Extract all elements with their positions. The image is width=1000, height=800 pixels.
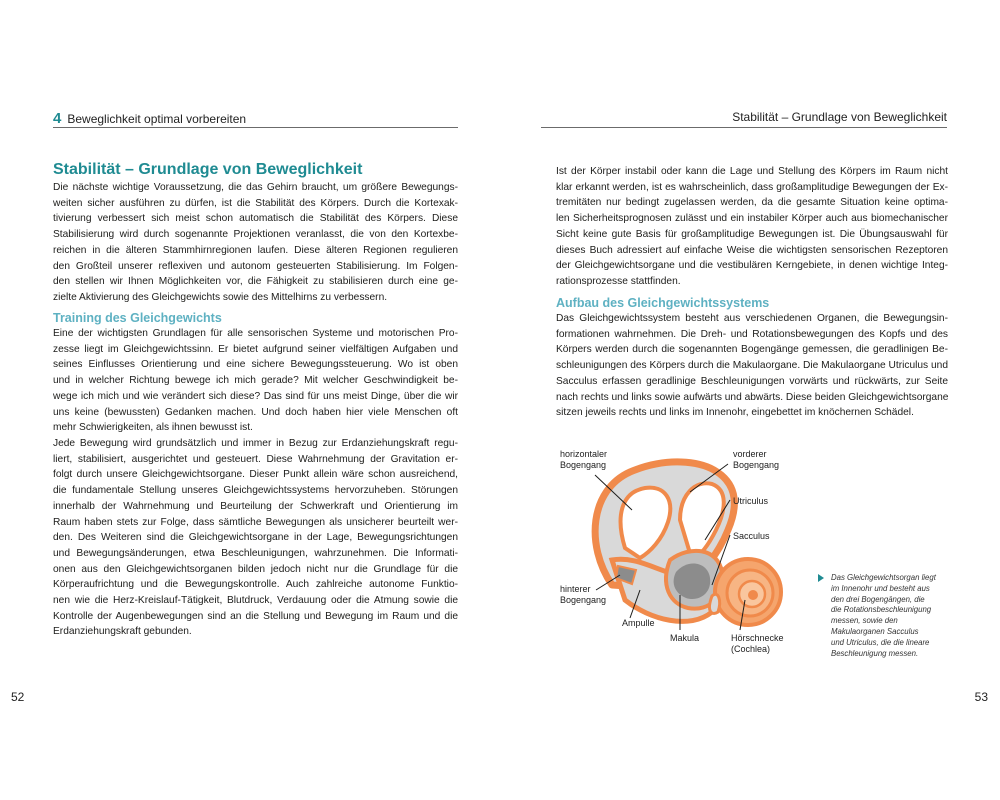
label-makula: Makula [670, 633, 700, 643]
text-line: Sacculus erfassen geradlinige Beschleunigungen vorwärts und rückwärts, zur Seite [556, 375, 948, 387]
text-line: tivierung verbessert sich meist schon automatisch die Stabilität des Körpers. Diese [53, 213, 458, 225]
text-line: dieses Buch adressiert auf einfache Weise die wichtigsten sensorischen Rezeptoren [556, 244, 948, 256]
left-page-title: Stabilität – Grundlage von Beweglichkeit [53, 161, 363, 178]
text-line: Körpers werden durch die sogenannten Bogengänge gemessen, die geradlinigen Be- [556, 344, 948, 356]
label-cochlea: Hörschnecke (Cochlea) [731, 633, 784, 654]
text-line: und in welcher Richtung bewege ich mich gerade? Mit welcher Geschwindigkeit be- [53, 375, 458, 387]
right-subheading: Aufbau des Gleichgewichtssystems [556, 296, 770, 310]
text-line: Körperaufrichtung und die Bewegungskontrolle. Auch zahlreiche autonome Funktio- [53, 579, 458, 591]
left-subheading: Training des Gleichgewichts [53, 311, 222, 325]
text-line: formationen wahrnehmen. Die Dreh- und Rotationsbewegungen des Kopfs und des [556, 328, 948, 340]
text-line: und Bewegungsänderungen, etwa Beschleunigungen, wahrzunehmen. Die Informati- [53, 547, 458, 559]
label-sacculus: Sacculus [733, 531, 770, 541]
text-line: onen aus den Gleichgewichtsorganen bilden jedoch nicht nur die Grundlage für die [53, 563, 458, 575]
text-line: uns keine (bewussten) Gedanken machen. Und doch haben hier viele Menschen oft [53, 406, 458, 418]
text-line: den. Des Weiteren sind die Gleichgewichtsorgane in der Lage, Bewegungsrichtungen [53, 532, 458, 544]
text-line: Kontrolle der Augenbewegungen sind an die Stellung und Bewegung im Raum und die [53, 610, 458, 622]
text-line: zesse liegt im Gleichgewichtssinn. Er bietet aufgrund seiner vielfältigen Aufgaben und [53, 343, 458, 355]
text-line: Eine der wichtigsten Grundlagen für alle sensorischen Systeme und motorischen Pro- [53, 328, 458, 339]
page-number-right: 53 [974, 690, 988, 704]
text-line: der Gleichgewichtsorgane und die vestibulären Kerngebiete, in denen wichtige Integ- [556, 260, 948, 272]
text-line: nach rechts und links sowie aufwärts und abwärts. Diese beiden Gleichgewichtsorgane [556, 391, 949, 403]
text-line: rationsprozesse stattfinden. [556, 275, 681, 287]
label-posterior-canal: hinterer Bogengang [560, 584, 607, 605]
text-line: Erdanziehungskraft gebunden. [53, 626, 192, 638]
figure-caption: Das Gleichgewichtsorgan liegt im Innenohr und besteht aus den drei Bogengängen, die die Rotationsbeschleunigung messen, sowie den Makulaorganen Sacculus und Utriculus, die die lineare Beschleunigung messen. [831, 573, 936, 658]
text-line: Die nächste wichtige Voraussetzung, die das Gehirn braucht, um größere Bewegungs- [53, 182, 458, 193]
text-line: Stabilisierung wird durch sogenannte Projektionen veranlasst, die von den Kortexbe- [53, 229, 458, 241]
text-line: Ist der Körper instabil oder kann die Lage und Stellung des Körpers im Raum nicht [556, 166, 948, 177]
chapter-title: Beweglichkeit optimal vorbereiten [67, 112, 247, 126]
text-line: reichen in die älteren Stammhirnregionen laufen. Diese älteren Regionen regulieren [53, 244, 458, 256]
section-title: Stabilität – Grundlage von Beweglichkeit [732, 110, 947, 124]
text-line: tremitäten nur bedingt zugelassen werden, da die gesamte Situation keine optima- [556, 197, 948, 209]
label-anterior-canal: vorderer Bogengang [733, 449, 780, 470]
text-line: schleunigungen des Körpers durch die Makulaorgane. Die Makulaorgane Utriculus und [556, 360, 948, 372]
text-line: nen wie die Herz-Kreislauf-Tätigkeit, Blutdruck, Verdauung oder die Atmung sowie die [53, 595, 458, 606]
text-line: liert, stabilisiert, ausgerichtet und gesteuert. Diese Wahrnehmung der Gravitation er- [53, 453, 458, 465]
chapter-number: 4 [53, 110, 62, 127]
label-horizontal-canal: horizontaler Bogengang [560, 449, 608, 470]
text-line: len Sicherheitsprognosen zulässt und ein instabiler Körper auch aus biomechanischer [556, 213, 948, 225]
text-line: klar erkannt werden, ist es wahrscheinlich, dass großamplitudige Bewegungen der Ex- [556, 181, 948, 193]
label-ampulle: Ampulle [622, 618, 655, 628]
text-line: innerhalb der Wahrnehmung und Beurteilung der Schwerkraft und Orientierung im [53, 500, 458, 512]
text-line: die fundamentale Stellung unseres Gleichgewichtssystems hervorzuheben. Störungen [53, 485, 458, 497]
text-line: den Großteil unserer reflexiven und autonom gesteuerten Stabilisierung. Im Folgen- [53, 260, 458, 272]
text-line: Das Gleichgewichtssystem besteht aus verschiedenen Organen, die Bewegungsin- [556, 313, 948, 324]
caption-arrow-icon [818, 574, 824, 582]
label-utriculus: Utriculus [733, 496, 769, 506]
text-line: folgt durch unsere Gleichgewichtsorgane. Dieser Punkt allein wäre schon ausreichend, [53, 469, 458, 481]
text-line: Raum haben stets zur Folge, dass sämtliche Bewegungen als unsicherer beurteilt wer- [53, 516, 458, 528]
text-line: weiten sicher ausführen zu dürfen, ist die Stabilität des Körpers. Durch die Kortexak- [53, 197, 458, 209]
text-line: wege ich mich und wie verändert sich diese? Das sind für uns meist Dinge, über die wir [53, 390, 458, 402]
text-line: Sicht keine gute Basis für großamplitudige Bewegungen ist. Die Übungsauswahl für [556, 228, 948, 240]
text-line: sitzen jeweils rechts und links im Innenohr, eingebettet im knöchernen Schädel. [556, 407, 914, 419]
text-line: zielte Aktivierung des Gleichgewichts sowie des Mittelhirns zu verbessern. [53, 291, 388, 303]
text-line: Jede Bewegung wird grundsätzlich und immer in Bezug zur Erdanziehungskraft regu- [53, 438, 458, 449]
text-line: seines Einflusses Orientierung und eine sichere Bewegungssteuerung. Wo ist oben [53, 359, 458, 371]
text-line: den stellen wir Ihnen Möglichkeiten vor, die Fähigkeit zu stabilisieren durch eine ge- [53, 276, 458, 288]
text-line: mehr Schwierigkeiten, als ihnen bewusst ist. [53, 422, 253, 434]
page-number-left: 52 [11, 690, 25, 704]
